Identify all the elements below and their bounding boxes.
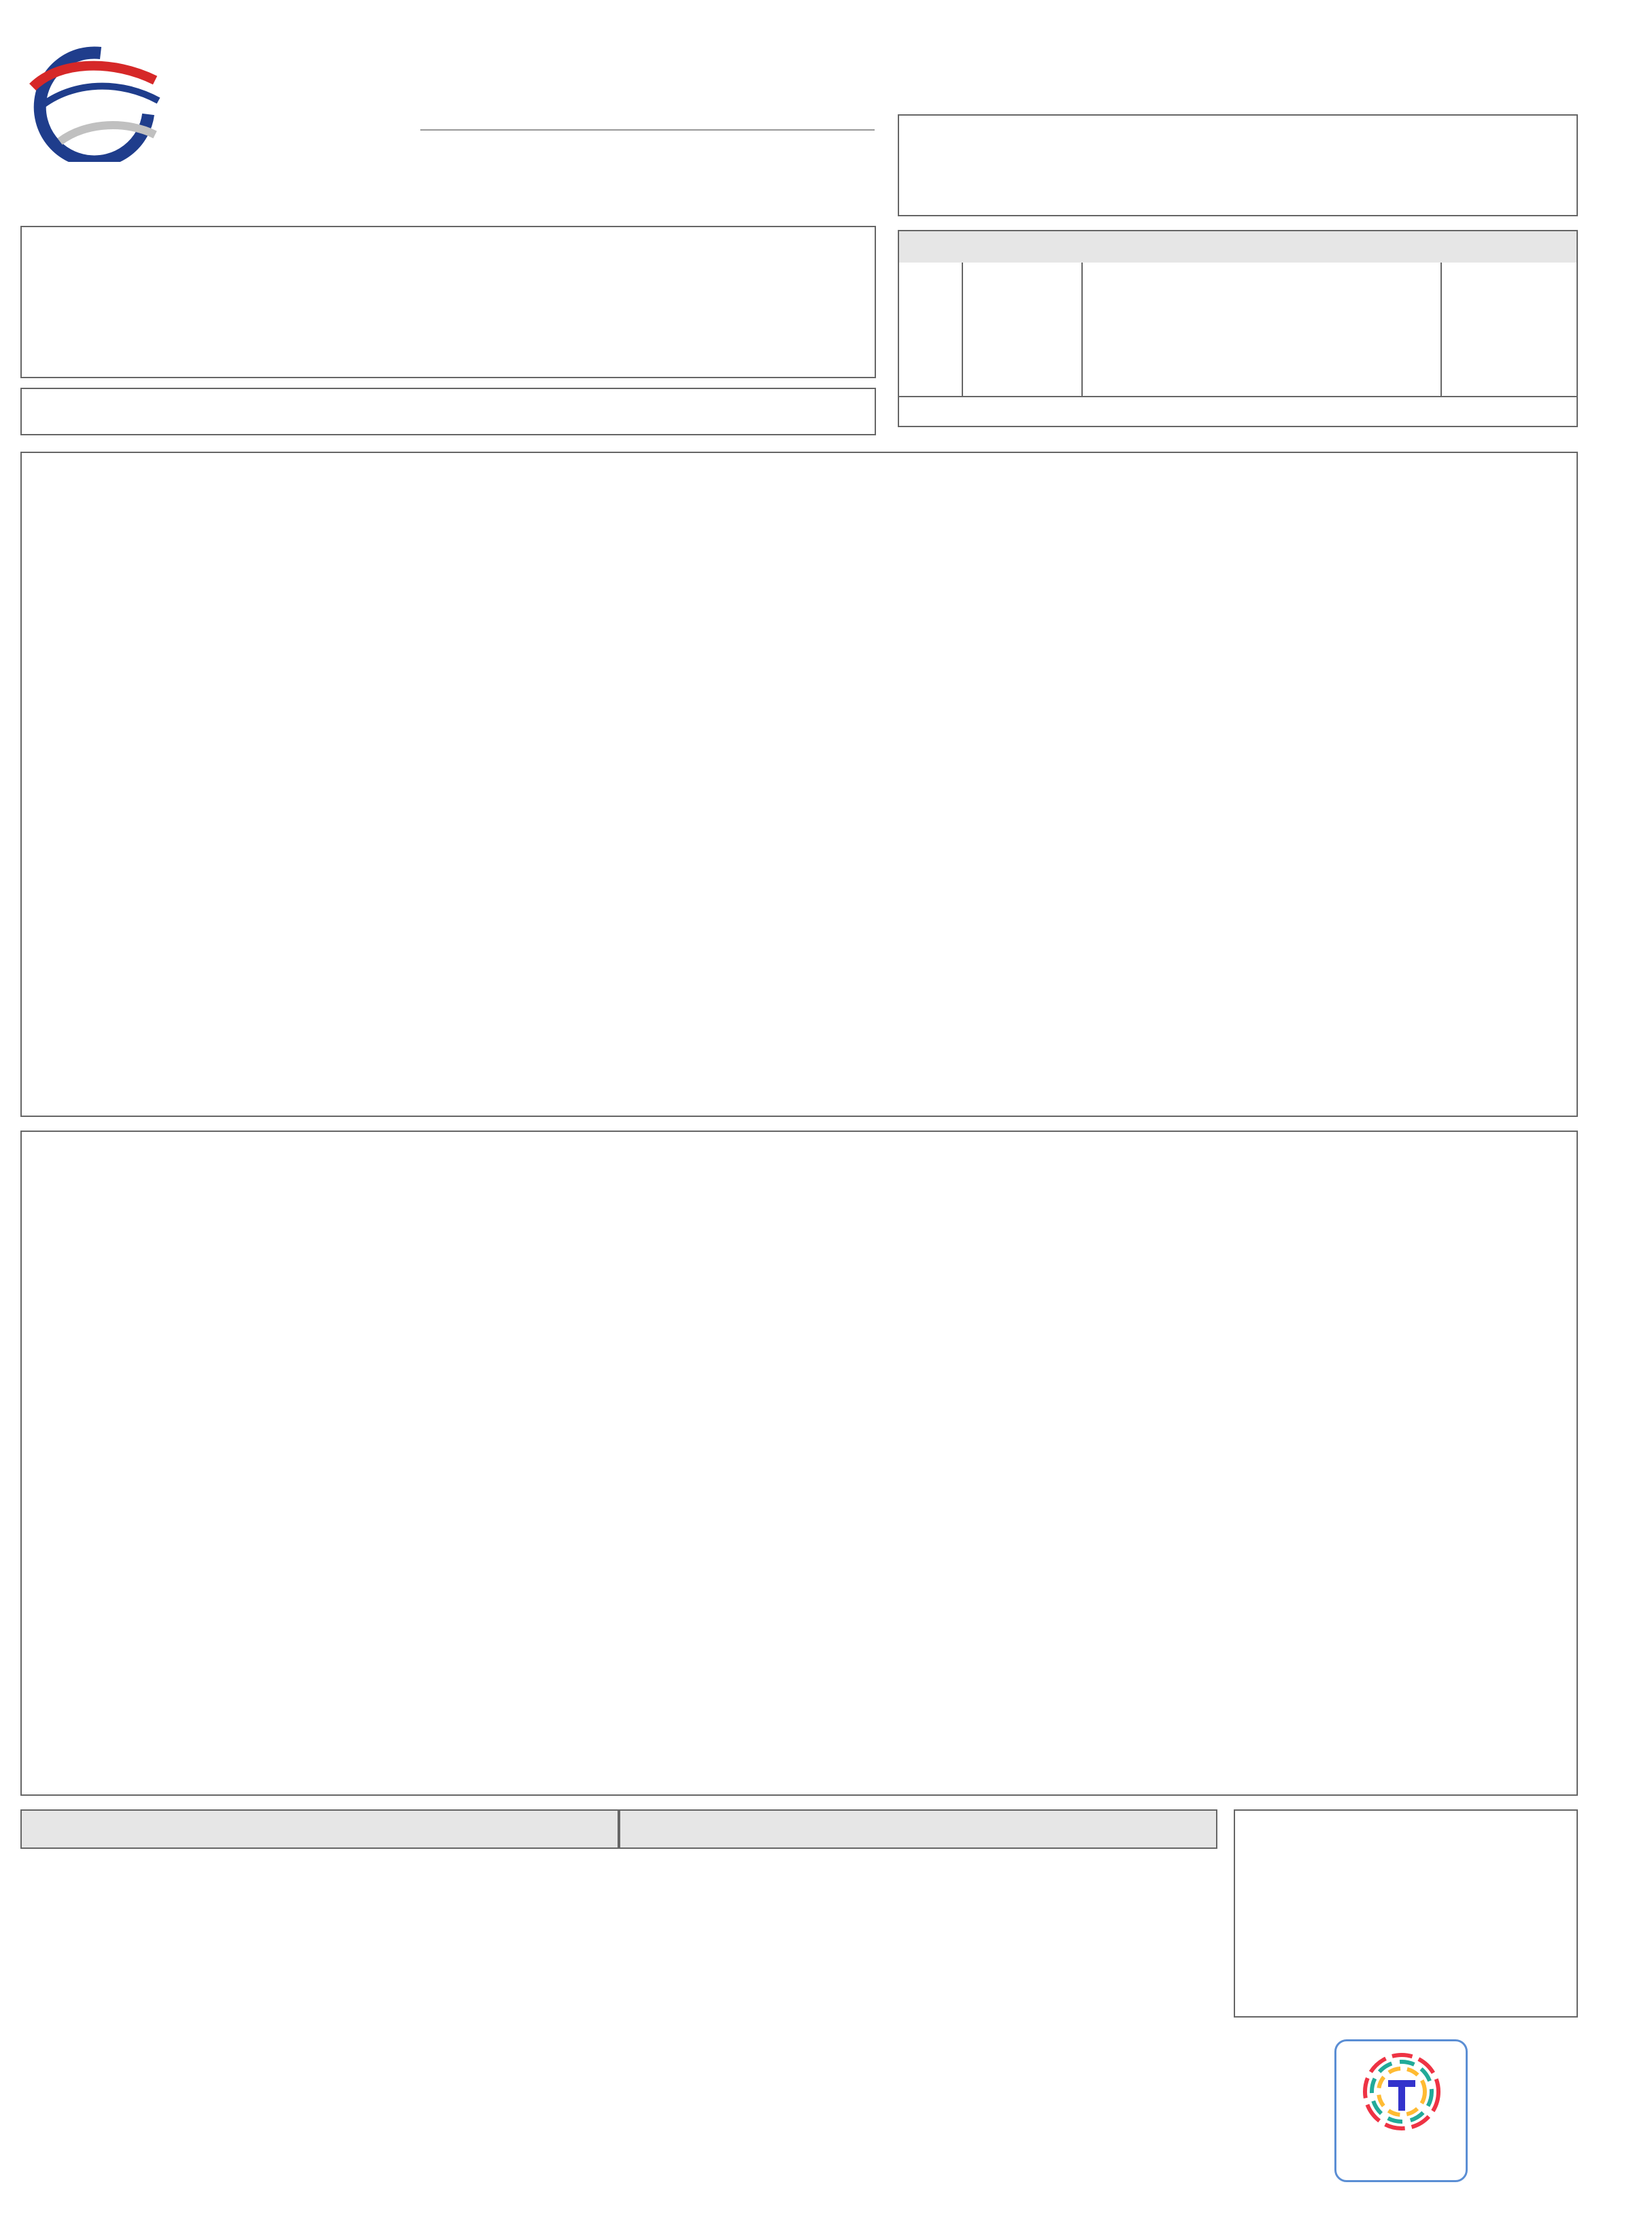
oran-emblem-icon [1349,2050,1455,2138]
federation-logo-icon [19,39,162,162]
referees-box [20,388,876,435]
team-b-stats [20,1131,1578,1796]
oran-logo [1334,2039,1468,2182]
team-a-stats [20,452,1578,1117]
match-info [20,226,876,378]
sets-table [898,230,1578,427]
summary-team-b-header [619,1809,1217,1849]
legend [1234,1809,1578,2018]
summary-team-a-header [20,1809,619,1849]
scoreboard [898,114,1578,216]
